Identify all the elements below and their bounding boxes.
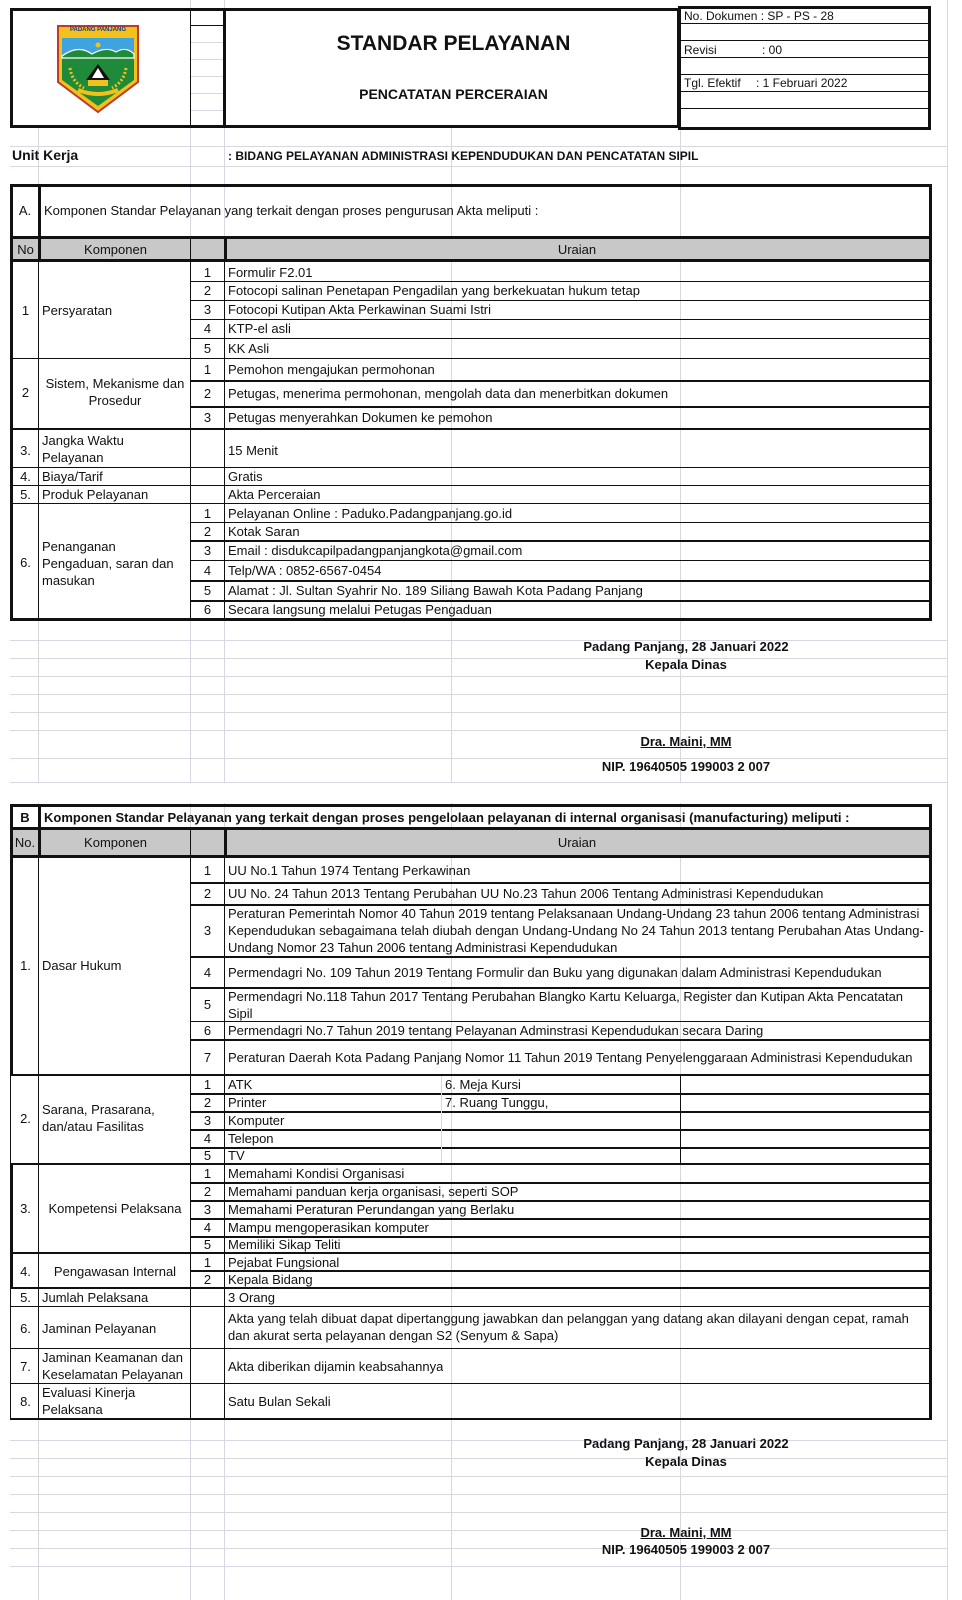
a-row4-komponen: Biaya/Tarif <box>42 469 103 484</box>
item-text: Permendagri No.118 Tahun 2017 Tentang Perubahan Blangko Kartu Keluarga, Register dan Kutipan Akta Pencatatan Sipil <box>228 988 904 1021</box>
a-signature-position: Kepala Dinas <box>645 657 727 672</box>
item-text: Mampu mengoperasikan komputer <box>228 1220 429 1235</box>
a-row5-no: 5. <box>20 487 31 502</box>
b-row6-komponen: Jaminan Pelayanan <box>42 1320 157 1336</box>
logo <box>56 24 140 114</box>
tgl-efektif-label: Tgl. Efektif <box>684 76 741 90</box>
item-text: Telepon <box>228 1131 274 1146</box>
item-text: Printer <box>228 1095 267 1110</box>
item-text: Formulir F2.01 <box>228 264 313 280</box>
item-number: 4 <box>203 1220 212 1235</box>
item-text: Kotak Saran <box>228 523 300 539</box>
revisi-value: : 00 <box>762 43 783 57</box>
unit-kerja-label: Unit Kerja <box>12 147 79 163</box>
item-extra <box>442 1148 678 1163</box>
item-number: 3 <box>203 543 212 558</box>
item-number: 4 <box>203 563 212 578</box>
item-number: 4 <box>203 964 212 980</box>
section-b-title: Komponen Standar Pelayanan yang terkait dengan proses pengelolaan pelayanan di internal organisasi (manufacturing) meliputi : <box>44 809 850 825</box>
a-row2-komponen: Sistem, Mekanisme dan Prosedur <box>45 376 185 408</box>
item-extra <box>442 1112 678 1129</box>
section-a-title: Komponen Standar Pelayanan yang terkait dengan proses pengurusan Akta meliputi : <box>44 202 539 218</box>
a-row2-no: 2 <box>21 384 30 400</box>
b-signature-name: Dra. Maini, MM <box>640 1525 732 1540</box>
item-text: UU No.1 Tahun 1974 Tentang Perkawinan <box>228 863 471 878</box>
b-sarana-komponen: Sarana, Prasarana, dan/atau Fasilitas <box>42 1102 155 1134</box>
item-text: Komputer <box>228 1113 285 1128</box>
a-row6-no: 6. <box>20 554 31 570</box>
item-text: KTP-el asli <box>228 321 291 336</box>
item-text: Pemohon mengajukan permohonan <box>228 362 435 377</box>
a-signature-nip: NIP. 19640505 199003 2 007 <box>601 759 771 774</box>
b-signature-nip: NIP. 19640505 199003 2 007 <box>601 1542 771 1557</box>
b-row5-no: 5. <box>20 1290 31 1305</box>
b-row6-value: Akta yang telah dibuat dapat dipertanggung jawabkan dan pelanggan yang datang akan dilayani dengan cepat, ramah dan akurat serta pelayanan dengan S2 (Senyum & Sapa) <box>228 1311 909 1343</box>
logo-label: PADANG PANJANG <box>69 27 127 33</box>
a-row6-komponen: Penanganan Pengaduan, saran dan masukan <box>42 538 174 588</box>
item-text: Fotocopi salinan Penetapan Pengadilan yang berkekuatan hukum tetap <box>228 283 640 298</box>
a-row3-komponen: Jangka Waktu Pelayanan <box>42 433 124 465</box>
item-number: 4 <box>203 1131 212 1146</box>
item-number: 1 <box>203 505 212 521</box>
item-text: Memahami panduan kerja organisasi, seperti SOP <box>228 1184 519 1199</box>
b-row7-no: 7. <box>20 1358 31 1374</box>
item-number: 2 <box>203 1184 212 1199</box>
b-pengawasan-komponen: Pengawasan Internal <box>53 1263 177 1279</box>
a-row1-no: 1 <box>21 302 30 318</box>
b-row5-komponen: Jumlah Pelaksana <box>42 1290 149 1305</box>
item-text: Peraturan Pemerintah Nomor 40 Tahun 2019 tentang Pelaksanaan Undang-Undang 23 tahun 2006 tentang Administrasi Kependudukan sebagaimana telah diubah dengan Undang-Undang No 24 Tahun 2013 tentang Perubahan Atas Undang-Undang Nomor 23 Tahun 2006 tentang Administrasi Kependudukan <box>228 906 924 955</box>
item-text: UU No. 24 Tahun 2013 Tentang Perubahan UU No.23 Tahun 2006 Tentang Administrasi Kependudukan <box>228 886 824 901</box>
item-number: 6 <box>203 1023 212 1038</box>
b-row7-komponen: Jaminan Keamanan dan Keselamatan Pelayanan <box>42 1350 183 1382</box>
item-text: Pejabat Fungsional <box>228 1254 340 1270</box>
padang-panjang-emblem-icon <box>56 24 140 114</box>
revisi-label: Revisi <box>684 43 717 57</box>
item-number: 2 <box>203 886 212 901</box>
a-row4-no: 4. <box>20 469 31 484</box>
a-row5-komponen: Produk Pelayanan <box>42 487 149 502</box>
b-kompetensi-no: 3. <box>20 1200 31 1216</box>
unit-kerja-value: : BIDANG PELAYANAN ADMINISTRASI KEPENDUDUKAN DAN PENCATATAN SIPIL <box>228 149 699 163</box>
a-signature-name: Dra. Maini, MM <box>640 734 732 749</box>
item-text: Memiliki Sikap Teliti <box>228 1237 341 1252</box>
item-number: 3 <box>203 923 212 938</box>
a-row5-value: Akta Perceraian <box>228 487 321 502</box>
header-index-column <box>190 8 226 128</box>
item-number: 3 <box>203 1202 212 1217</box>
col-komponen-header: Komponen <box>84 241 147 257</box>
item-extra: 7. Ruang Tunggu, <box>445 1095 549 1110</box>
b-row7-value: Akta diberikan dijamin keabsahannya <box>228 1358 444 1374</box>
b-signature-position: Kepala Dinas <box>645 1454 727 1469</box>
item-number: 4 <box>203 321 212 336</box>
item-number: 3 <box>203 410 212 425</box>
section-a-letter: A. <box>18 202 32 218</box>
item-number: 5 <box>203 340 212 356</box>
b-sarana-no: 2. <box>20 1110 31 1126</box>
item-number: 5 <box>203 1148 212 1163</box>
item-text: TV <box>228 1148 245 1163</box>
b-pengawasan-no: 4. <box>20 1263 31 1279</box>
b-row8-komponen: Evaluasi Kinerja Pelaksana <box>42 1385 136 1417</box>
section-b-letter: B <box>20 809 30 825</box>
a-row1-komponen: Persyaratan <box>42 302 113 318</box>
page-title: STANDAR PELAYANAN <box>336 32 571 55</box>
item-text: ATK <box>228 1077 253 1092</box>
item-number: 5 <box>203 1237 212 1252</box>
doc-info-box <box>678 6 931 130</box>
b-row8-value: Satu Bulan Sekali <box>228 1393 331 1409</box>
a-row3-no: 3. <box>20 442 31 458</box>
item-text: Petugas, menerima permohonan, mengolah data dan menerbitkan dokumen <box>228 386 669 401</box>
item-text: Alamat : Jl. Sultan Syahrir No. 189 Siliang Bawah Kota Padang Panjang <box>228 582 643 598</box>
item-number: 6 <box>203 601 212 617</box>
b-row5-value: 3 Orang <box>228 1290 275 1305</box>
item-text: Telp/WA : 0852-6567-0454 <box>228 563 382 578</box>
item-number: 1 <box>203 264 212 280</box>
item-number: 2 <box>203 1271 212 1287</box>
doc-number: No. Dokumen : SP - PS - 28 <box>684 9 834 23</box>
b-col-no-header: No. <box>14 834 36 850</box>
item-number: 5 <box>203 997 212 1012</box>
a-row3-value: 15 Menit <box>228 442 278 458</box>
b-row6-no: 6. <box>20 1320 31 1336</box>
col-uraian-header: Uraian <box>557 241 597 257</box>
page-subtitle: PENCATATAN PERCERAIAN <box>359 86 548 102</box>
b-signature-place-date: Padang Panjang, 28 Januari 2022 <box>583 1436 789 1451</box>
item-number: 1 <box>203 1166 212 1181</box>
item-text: Kepala Bidang <box>228 1271 313 1287</box>
item-text: Petugas menyerahkan Dokumen ke pemohon <box>228 410 493 425</box>
item-text: Memahami Kondisi Organisasi <box>228 1166 405 1181</box>
a-row4-value: Gratis <box>228 469 263 484</box>
b-col-uraian-header: Uraian <box>557 834 597 850</box>
item-text: Fotocopi Kutipan Akta Perkawinan Suami Istri <box>228 302 492 317</box>
item-number: 2 <box>203 386 212 401</box>
item-number: 5 <box>203 582 212 598</box>
a-signature-place-date: Padang Panjang, 28 Januari 2022 <box>583 639 789 654</box>
item-text: KK Asli <box>228 340 270 356</box>
item-extra <box>442 1130 678 1147</box>
b-col-komponen-header: Komponen <box>84 834 147 850</box>
tgl-efektif-value: : 1 Februari 2022 <box>756 76 848 90</box>
b-kompetensi-komponen: Kompetensi Pelaksana <box>48 1200 182 1216</box>
col-no-header: No <box>17 241 34 257</box>
item-text: Memahami Peraturan Perundangan yang Berlaku <box>228 1202 515 1217</box>
item-number: 3 <box>203 1113 212 1128</box>
b-dasar-hukum-komponen: Dasar Hukum <box>42 957 122 973</box>
item-number: 3 <box>203 302 212 317</box>
b-dasar-hukum-no: 1. <box>20 957 31 973</box>
item-number: 1 <box>203 863 212 878</box>
item-text: Permendagri No. 109 Tahun 2019 Tentang Formulir dan Buku yang digunakan dalam Administrasi Kependudukan <box>228 964 882 980</box>
item-text: Peraturan Daerah Kota Padang Panjang Nomor 11 Tahun 2019 Tentang Penyelenggaraan Administrasi Kependudukan <box>228 1049 913 1065</box>
item-text: Permendagri No.7 Tahun 2019 tentang Pelayanan Adminstrasi Kependudukan secara Daring <box>228 1023 764 1038</box>
item-number: 1 <box>203 1077 212 1092</box>
item-number: 1 <box>203 1254 212 1270</box>
item-text: Pelayanan Online : Paduko.Padangpanjang.go.id <box>228 505 513 521</box>
item-extra: 6. Meja Kursi <box>445 1077 521 1092</box>
item-number: 2 <box>203 523 212 539</box>
item-text: Email : disdukcapilpadangpanjangkota@gmail.com <box>228 543 523 558</box>
item-number: 2 <box>203 283 212 298</box>
b-row8-no: 8. <box>20 1393 31 1409</box>
item-number: 2 <box>203 1095 212 1110</box>
item-number: 7 <box>203 1049 212 1065</box>
item-text: Secara langsung melalui Petugas Pengaduan <box>228 601 492 617</box>
item-number: 1 <box>203 362 212 377</box>
